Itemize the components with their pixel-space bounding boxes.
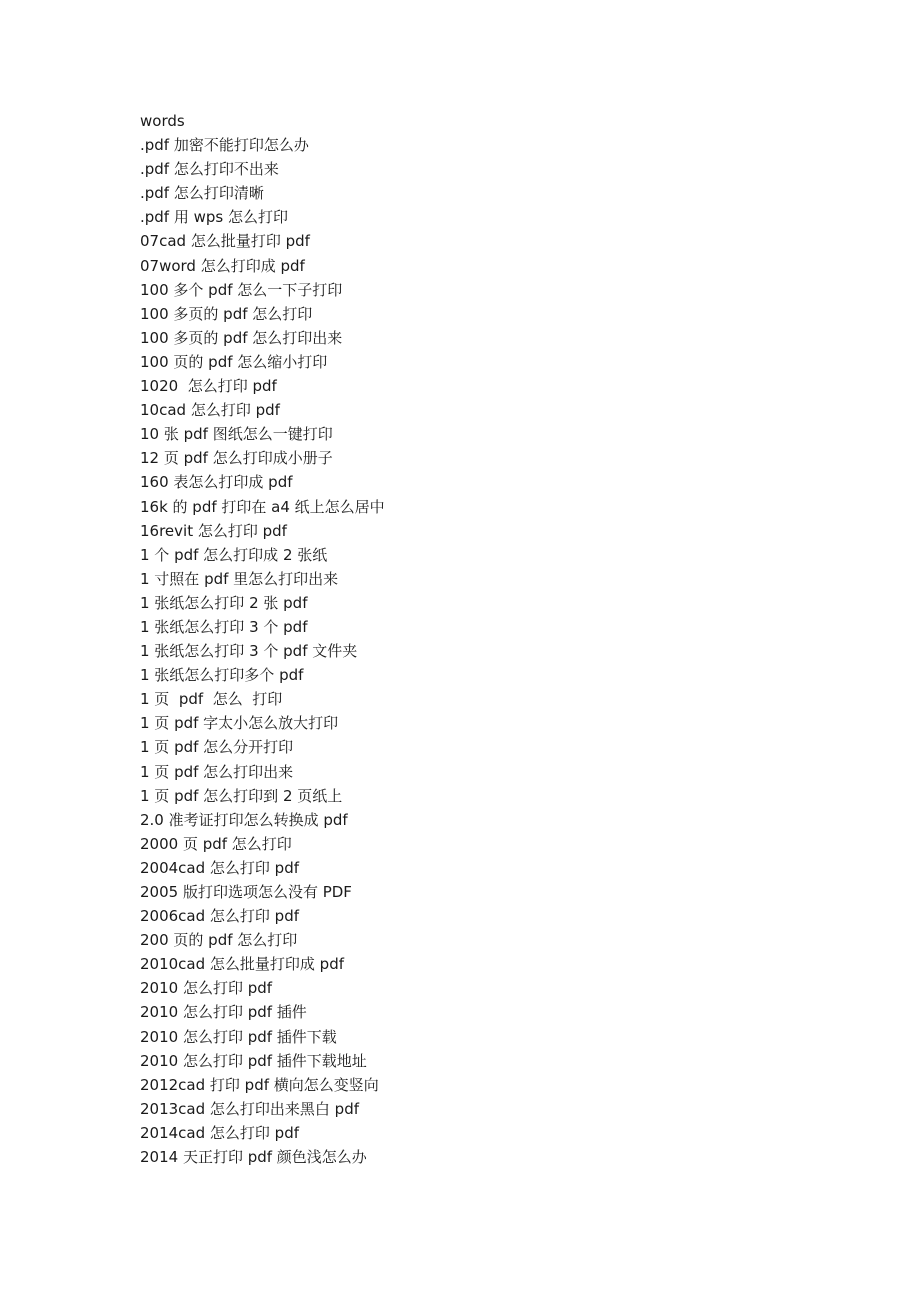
- list-item: 2000 页 pdf 怎么打印: [140, 834, 292, 853]
- list-item: 16k 的 pdf 打印在 a4 纸上怎么居中: [140, 497, 385, 516]
- list-item: .pdf 用 wps 怎么打印: [140, 208, 289, 227]
- list-item: 2004cad 怎么打印 pdf: [140, 858, 299, 877]
- list-item: words: [140, 112, 185, 130]
- list-item: 1 页 pdf 怎么打印到 2 页纸上: [140, 786, 343, 805]
- list-item: 100 多个 pdf 怎么一下子打印: [140, 280, 343, 299]
- list-item: 1 张纸怎么打印 3 个 pdf 文件夹: [140, 642, 358, 661]
- list-item: 1 页 pdf 怎么打印出来: [140, 762, 294, 781]
- list-item: 100 多页的 pdf 怎么打印: [140, 304, 313, 323]
- list-item: .pdf 怎么打印不出来: [140, 160, 279, 179]
- list-item: 10 张 pdf 图纸怎么一键打印: [140, 425, 333, 444]
- list-item: 1 页 pdf 字太小怎么放大打印: [140, 714, 339, 733]
- list-item: 1 寸照在 pdf 里怎么打印出来: [140, 569, 339, 588]
- list-item: 16revit 怎么打印 pdf: [140, 521, 287, 540]
- document-body: [140, 109, 840, 1169]
- list-item: 2.0 准考证打印怎么转换成 pdf: [140, 810, 348, 829]
- list-item: 1 个 pdf 怎么打印成 2 张纸: [140, 545, 328, 564]
- list-item: 1 张纸怎么打印 3 个 pdf: [140, 617, 308, 636]
- list-item: 1020 怎么打印 pdf: [140, 377, 277, 396]
- list-item: 2010 怎么打印 pdf 插件下载地址: [140, 1051, 367, 1070]
- list-item: 2010 怎么打印 pdf 插件下载: [140, 1027, 337, 1046]
- list-item: .pdf 怎么打印清晰: [140, 184, 264, 203]
- list-item: 2012cad 打印 pdf 横向怎么变竖向: [140, 1075, 379, 1094]
- list-item: 07word 怎么打印成 pdf: [140, 256, 305, 275]
- list-item: 2013cad 怎么打印出来黑白 pdf: [140, 1099, 359, 1118]
- list-item: 100 页的 pdf 怎么缩小打印: [140, 352, 328, 371]
- list-item: .pdf 加密不能打印怎么办: [140, 136, 309, 155]
- list-item: 1 张纸怎么打印 2 张 pdf: [140, 593, 308, 612]
- list-item: 2010 怎么打印 pdf: [140, 979, 273, 998]
- list-item: 2010cad 怎么批量打印成 pdf: [140, 955, 344, 974]
- list-item: 2006cad 怎么打印 pdf: [140, 907, 299, 926]
- list-item: 2014cad 怎么打印 pdf: [140, 1123, 299, 1142]
- list-item: 1 页 pdf 怎么分开打印: [140, 738, 294, 757]
- list-item: 160 表怎么打印成 pdf: [140, 473, 293, 492]
- list-item: 200 页的 pdf 怎么打印: [140, 931, 298, 950]
- list-item: 100 多页的 pdf 怎么打印出来: [140, 328, 343, 347]
- list-item: 1 张纸怎么打印多个 pdf: [140, 666, 304, 685]
- list-item: 10cad 怎么打印 pdf: [140, 401, 280, 420]
- list-item: 2014 天正打印 pdf 颜色浅怎么办: [140, 1148, 367, 1167]
- list-item: 12 页 pdf 怎么打印成小册子: [140, 449, 333, 468]
- list-item: 07cad 怎么批量打印 pdf: [140, 232, 310, 251]
- list-item: 2005 版打印选项怎么没有 PDF: [140, 883, 352, 901]
- list-item: 1 页 pdf 怎么 打印: [140, 690, 283, 709]
- list-item: 2010 怎么打印 pdf 插件: [140, 1003, 307, 1022]
